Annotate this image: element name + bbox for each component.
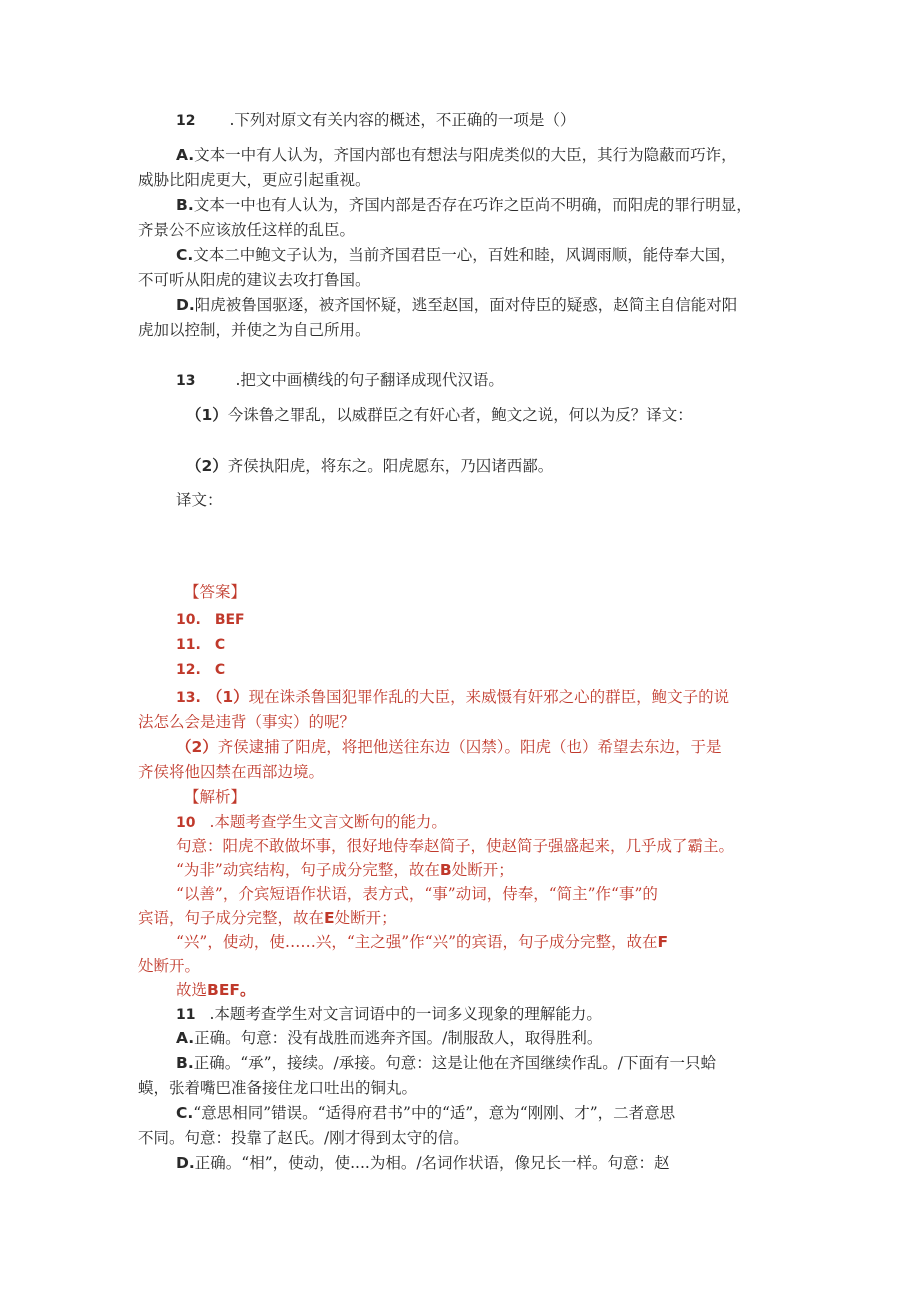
analysis-11-a bbox=[176, 1028, 602, 1048]
answer-number: 13. bbox=[176, 690, 201, 706]
analysis-text: .本题考查学生对文言词语中的一词多义现象的理解能力。 bbox=[209, 1005, 602, 1023]
option-label: D. bbox=[176, 296, 195, 314]
option-label: A. bbox=[176, 1029, 195, 1047]
answer-13-line-3 bbox=[176, 737, 722, 757]
analysis-text: 正确。“相”，使动，使....为相。/名词作状语，像兄长一样。句意：赵 bbox=[194, 1154, 670, 1172]
analysis-text: 宾语，句子成分完整，故在 bbox=[138, 909, 325, 927]
sentence-number: （2） bbox=[176, 738, 218, 756]
sentence-text: 今诛鲁之罪乱，以威群臣之有奸心者，鲍文之说，何以为反？译文： bbox=[227, 406, 693, 424]
analysis-number: 10 bbox=[176, 815, 196, 831]
option-label: B. bbox=[176, 1054, 194, 1072]
analysis-text: 故选 bbox=[176, 981, 208, 999]
option-text: 文本一中有人认为，齐国内部也有想法与阳虎类似的大臣，其行为隐蔽而巧诈， bbox=[194, 146, 737, 164]
break-label: F bbox=[657, 933, 669, 951]
analysis-10-line-4 bbox=[138, 908, 397, 928]
answer-text: 齐侯逮捕了阳虎，将把他送往东边（囚禁）。阳虎（也）希望去东边，于是 bbox=[217, 738, 722, 756]
analysis-text: 正确。“承”，接续。/承接。句意：这是让他在齐国继续作乱。/下面有一只蛤 bbox=[193, 1054, 716, 1072]
break-label: B bbox=[439, 861, 452, 879]
answer-value: BEF。 bbox=[207, 981, 256, 999]
analysis-text: .本题考查学生文言文断句的能力。 bbox=[209, 813, 447, 831]
analysis-10-line-2 bbox=[176, 860, 514, 880]
analysis-11-d bbox=[176, 1153, 670, 1173]
analysis-11-stem bbox=[176, 1004, 602, 1025]
option-text: 文本二中鲍文子认为，当前齐国君臣一心，百姓和睦，风调雨顺，能侍奉大国， bbox=[193, 246, 736, 264]
answer-text: 现在诛杀鲁国犯罪作乱的大臣，来威慑有奸邪之心的群臣，鲍文子的说 bbox=[248, 688, 730, 706]
option-label: D. bbox=[176, 1154, 195, 1172]
question-stem: .把文中画横线的句子翻译成现代汉语。 bbox=[235, 371, 504, 389]
analysis-11-c-line-1 bbox=[176, 1103, 675, 1123]
analysis-10-stem bbox=[176, 812, 447, 833]
analysis-text: “兴”，使动，使……兴，“主之强”作“兴”的宾语，句子成分完整，故在 bbox=[176, 933, 658, 951]
analysis-text: 正确。句意：没有战胜而逃奔齐国。/制服敌人，取得胜利。 bbox=[194, 1029, 603, 1047]
question-stem: .下列对原文有关内容的概述，不正确的一项是（） bbox=[229, 111, 576, 129]
option-label: C. bbox=[176, 246, 194, 264]
option-label: A. bbox=[176, 146, 195, 164]
q13-sentence-2 bbox=[186, 456, 553, 476]
option-d-line-1 bbox=[176, 295, 737, 315]
answer-value: BEF bbox=[214, 612, 245, 628]
answer-13-line-4: 齐侯将他囚禁在西部边境。 bbox=[138, 763, 325, 781]
sentence-text: 齐侯执阳虎，将东之。阳虎愿东，乃囚诸西鄙。 bbox=[227, 457, 554, 475]
sentence-number: （2） bbox=[186, 457, 228, 475]
analysis-11-b-line-1 bbox=[176, 1053, 716, 1073]
option-text: 文本一中也有人认为，齐国内部是否存在巧诈之臣尚不明确，而阳虎的罪行明显， bbox=[193, 196, 752, 214]
option-c-line-2: 不可听从阳虎的建议去攻打鲁国。 bbox=[138, 271, 371, 289]
q12-stem-line bbox=[176, 110, 575, 131]
sentence-number: （1） bbox=[186, 406, 228, 424]
translation-label: 译文： bbox=[176, 491, 223, 509]
analysis-text: 处断开； bbox=[334, 909, 397, 927]
analysis-10-line-3: “以善”，介宾短语作状语，表方式，“事”动词，侍奉，“简主”作“事”的 bbox=[176, 885, 658, 903]
answer-13-line-2: 法怎么会是违背（事实）的呢？ bbox=[138, 713, 356, 731]
answer-value: C bbox=[214, 637, 226, 653]
analysis-header: 【解析】 bbox=[184, 788, 247, 806]
analysis-text: “意思相同”错误。“适得府君书”中的“适”，意为“刚刚、才”，二者意思 bbox=[193, 1104, 676, 1122]
answer-number: 10. bbox=[176, 612, 201, 628]
question-number: 12 bbox=[176, 113, 196, 129]
analysis-10-line-7 bbox=[176, 980, 256, 1000]
option-label: C. bbox=[176, 1104, 194, 1122]
answer-11 bbox=[176, 634, 225, 655]
sentence-number: （1） bbox=[206, 688, 249, 706]
analysis-number: 11 bbox=[176, 1007, 196, 1023]
option-text: 阳虎被鲁国驱逐，被齐国怀疑，逃至赵国，面对侍臣的疑惑，赵简主自信能对阳 bbox=[194, 296, 738, 314]
analysis-10-line-6: 处断开。 bbox=[138, 957, 201, 975]
option-a-line-2: 威胁比阳虎更大，更应引起重视。 bbox=[138, 171, 371, 189]
option-d-line-2: 虎加以控制，并使之为自己所用。 bbox=[138, 321, 371, 339]
answer-header: 【答案】 bbox=[184, 583, 247, 601]
option-b-line-2: 齐景公不应该放任这样的乱臣。 bbox=[138, 221, 356, 239]
answer-12 bbox=[176, 659, 225, 680]
break-label: E bbox=[324, 909, 335, 927]
q13-stem-line bbox=[176, 370, 504, 391]
question-number: 13 bbox=[176, 373, 196, 389]
analysis-10-line-1: 句意：阳虎不敢做坏事，很好地侍奉赵简子，使赵简子强盛起来，几乎成了霸主。 bbox=[176, 837, 735, 855]
analysis-11-c-line-2: 不同。句意：投靠了赵氏。/刚才得到太守的信。 bbox=[138, 1129, 469, 1147]
option-label: B. bbox=[176, 196, 194, 214]
option-c-line-1 bbox=[176, 245, 736, 265]
answer-10 bbox=[176, 609, 245, 630]
analysis-10-line-5 bbox=[176, 932, 668, 952]
analysis-11-b-line-2: 蟆，张着嘴巴准备接住龙口吐出的铜丸。 bbox=[138, 1079, 418, 1097]
analysis-text: 处断开； bbox=[451, 861, 514, 879]
option-a-line-1 bbox=[176, 145, 737, 165]
answer-number: 12. bbox=[176, 662, 201, 678]
analysis-text: “为非”动宾结构，句子成分完整，故在 bbox=[176, 861, 440, 879]
answer-value: C bbox=[214, 662, 226, 678]
option-b-line-1 bbox=[176, 195, 752, 215]
answer-13-line-1 bbox=[176, 687, 729, 708]
q13-sentence-1 bbox=[186, 405, 693, 425]
answer-number: 11. bbox=[176, 637, 201, 653]
